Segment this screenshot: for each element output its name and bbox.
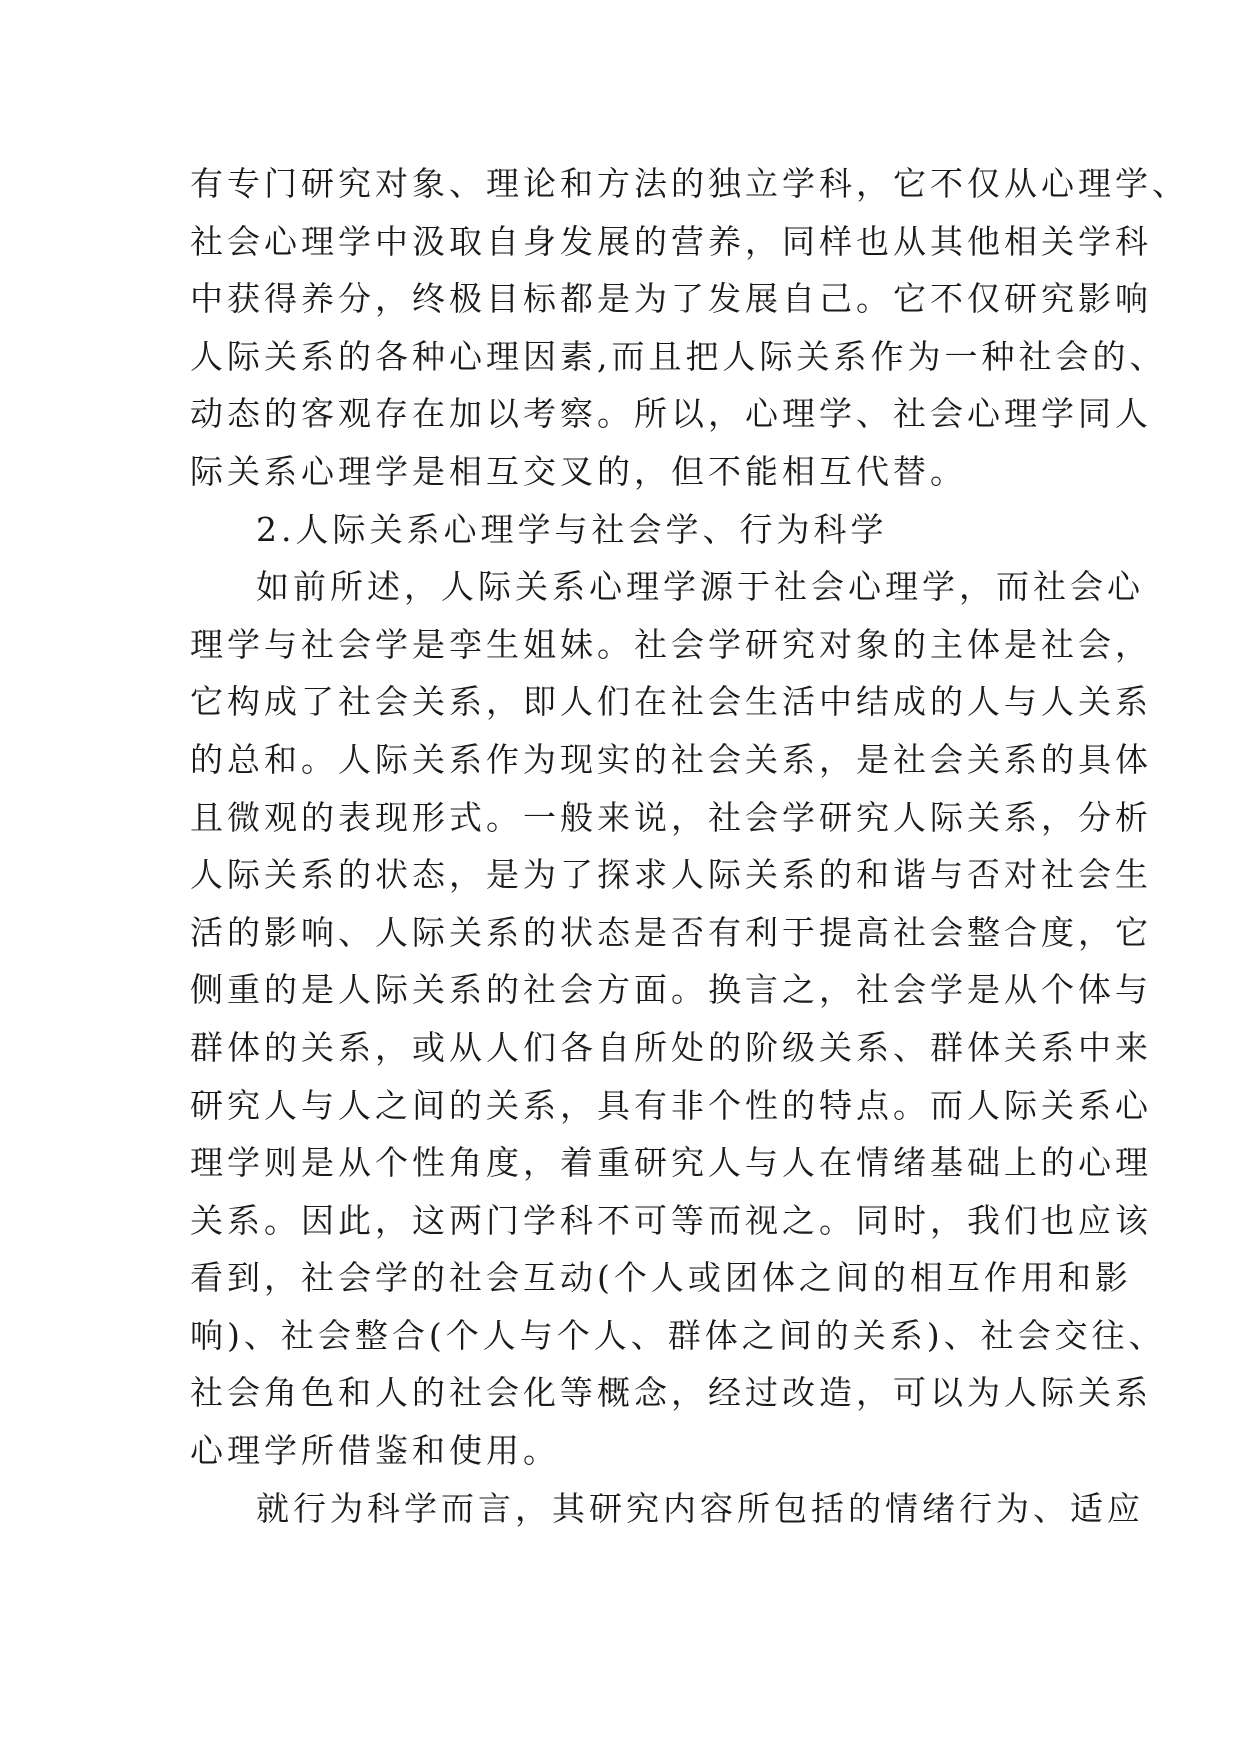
text-line: 响)、社会整合(个人与个人、群体之间的关系)、社会交往、 <box>190 1315 1166 1355</box>
text-line: 活的影响、人际关系的状态是否有利于提高社会整合度，它 <box>190 912 1152 952</box>
text-line: 且微观的表现形式。一般来说，社会学研究人际关系，分析 <box>190 797 1152 837</box>
text-line: 研究人与人之间的关系，具有非个性的特点。而人际关系心 <box>190 1085 1152 1125</box>
text-line: 社会角色和人的社会化等概念，经过改造，可以为人际关系 <box>190 1373 1152 1413</box>
text-line: 理学与社会学是孪生姐妹。社会学研究对象的主体是社会， <box>190 624 1152 664</box>
body-text <box>190 155 1189 1537</box>
paragraph-start-line: 如前所述，人际关系心理学源于社会心理学，而社会心 <box>256 567 1144 607</box>
paragraph-start-line: 就行为科学而言，其研究内容所包括的情绪行为、适应 <box>256 1488 1144 1528</box>
text-line: 关系。因此，这两门学科不可等而视之。同时，我们也应该 <box>190 1200 1152 1240</box>
text-line: 它构成了社会关系，即人们在社会生活中结成的人与人关系 <box>190 682 1152 722</box>
text-line: 社会心理学中汲取自身发展的营养，同样也从其他相关学科 <box>190 221 1152 261</box>
text-line: 际关系心理学是相互交叉的，但不能相互代替。 <box>190 451 967 491</box>
text-line: 动态的客观存在加以考察。所以，心理学、社会心理学同人 <box>190 394 1152 434</box>
text-line: 人际关系的各种心理因素,而且把人际关系作为一种社会的、 <box>190 336 1167 376</box>
text-line: 中获得养分，终极目标都是为了发展自己。它不仅研究影响 <box>190 279 1152 319</box>
text-line: 群体的关系，或从人们各自所处的阶级关系、群体关系中来 <box>190 1027 1152 1067</box>
text-line: 的总和。人际关系作为现实的社会关系，是社会关系的具体 <box>190 739 1152 779</box>
text-line: 心理学所借鉴和使用。 <box>190 1431 560 1471</box>
section-heading: 2.人际关系心理学与社会学、行为科学 <box>256 509 888 549</box>
text-line: 有专门研究对象、理论和方法的独立学科，它不仅从心理学、 <box>190 164 1189 203</box>
text-line: 人际关系的状态，是为了探求人际关系的和谐与否对社会生 <box>190 855 1152 895</box>
text-line: 侧重的是人际关系的社会方面。换言之，社会学是从个体与 <box>190 970 1152 1010</box>
text-line: 看到，社会学的社会互动(个人或团体之间的相互作用和影 <box>190 1258 1132 1298</box>
text-line: 理学则是从个性角度，着重研究人与人在情绪基础上的心理 <box>190 1143 1152 1183</box>
